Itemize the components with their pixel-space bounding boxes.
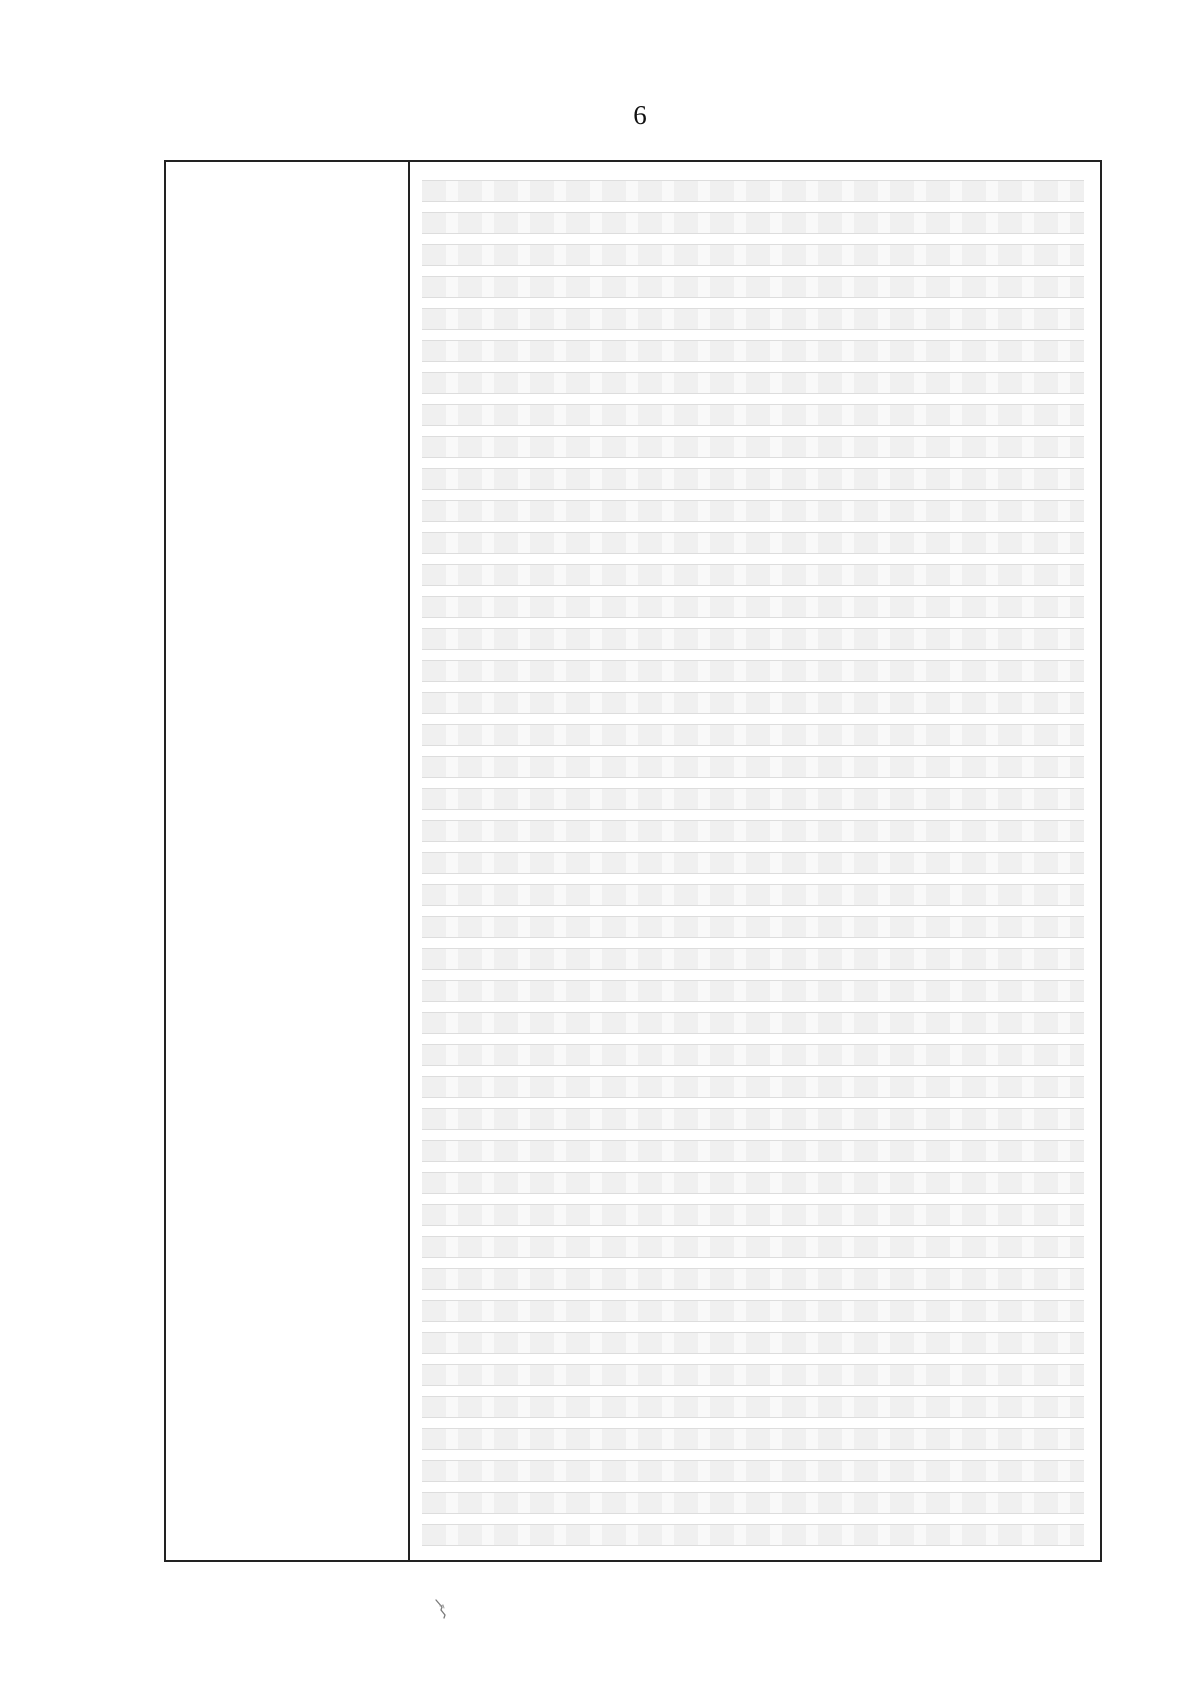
document-table bbox=[164, 160, 1102, 1562]
table-column-divider bbox=[408, 162, 410, 1560]
line-placeholder bbox=[422, 1140, 1084, 1162]
line-placeholder bbox=[422, 1332, 1084, 1354]
line-placeholder bbox=[422, 180, 1084, 202]
line-placeholder bbox=[422, 1364, 1084, 1386]
line-placeholder bbox=[422, 1172, 1084, 1194]
line-placeholder bbox=[422, 1236, 1084, 1258]
line-placeholder bbox=[422, 500, 1084, 522]
line-placeholder bbox=[422, 1396, 1084, 1418]
line-placeholder bbox=[422, 212, 1084, 234]
line-placeholder bbox=[422, 1300, 1084, 1322]
line-placeholder bbox=[422, 1108, 1084, 1130]
line-placeholder bbox=[422, 788, 1084, 810]
line-placeholder bbox=[422, 724, 1084, 746]
line-placeholder bbox=[422, 1204, 1084, 1226]
line-placeholder bbox=[422, 948, 1084, 970]
line-placeholder bbox=[422, 916, 1084, 938]
line-placeholder bbox=[422, 1428, 1084, 1450]
line-placeholder bbox=[422, 404, 1084, 426]
line-placeholder bbox=[422, 692, 1084, 714]
line-placeholder bbox=[422, 756, 1084, 778]
right-table-cell bbox=[422, 162, 1084, 1560]
line-placeholder bbox=[422, 660, 1084, 682]
line-placeholder bbox=[422, 1460, 1084, 1482]
line-placeholder bbox=[422, 596, 1084, 618]
line-placeholder bbox=[422, 308, 1084, 330]
line-placeholder bbox=[422, 1012, 1084, 1034]
line-placeholder bbox=[422, 276, 1084, 298]
line-placeholder bbox=[422, 884, 1084, 906]
line-placeholder bbox=[422, 1524, 1084, 1546]
line-placeholder bbox=[422, 436, 1084, 458]
line-placeholder bbox=[422, 532, 1084, 554]
line-placeholder bbox=[422, 244, 1084, 266]
line-placeholder bbox=[422, 372, 1084, 394]
line-placeholder bbox=[422, 468, 1084, 490]
line-placeholder bbox=[422, 820, 1084, 842]
line-placeholder bbox=[422, 1076, 1084, 1098]
line-placeholder bbox=[422, 980, 1084, 1002]
line-placeholder bbox=[422, 1044, 1084, 1066]
line-placeholder bbox=[422, 564, 1084, 586]
line-placeholder bbox=[422, 852, 1084, 874]
line-placeholder bbox=[422, 1268, 1084, 1290]
page-number: 6 bbox=[633, 100, 647, 130]
line-placeholder bbox=[422, 340, 1084, 362]
line-placeholder bbox=[422, 628, 1084, 650]
scan-mark-icon bbox=[434, 1598, 452, 1620]
line-placeholder bbox=[422, 1492, 1084, 1514]
